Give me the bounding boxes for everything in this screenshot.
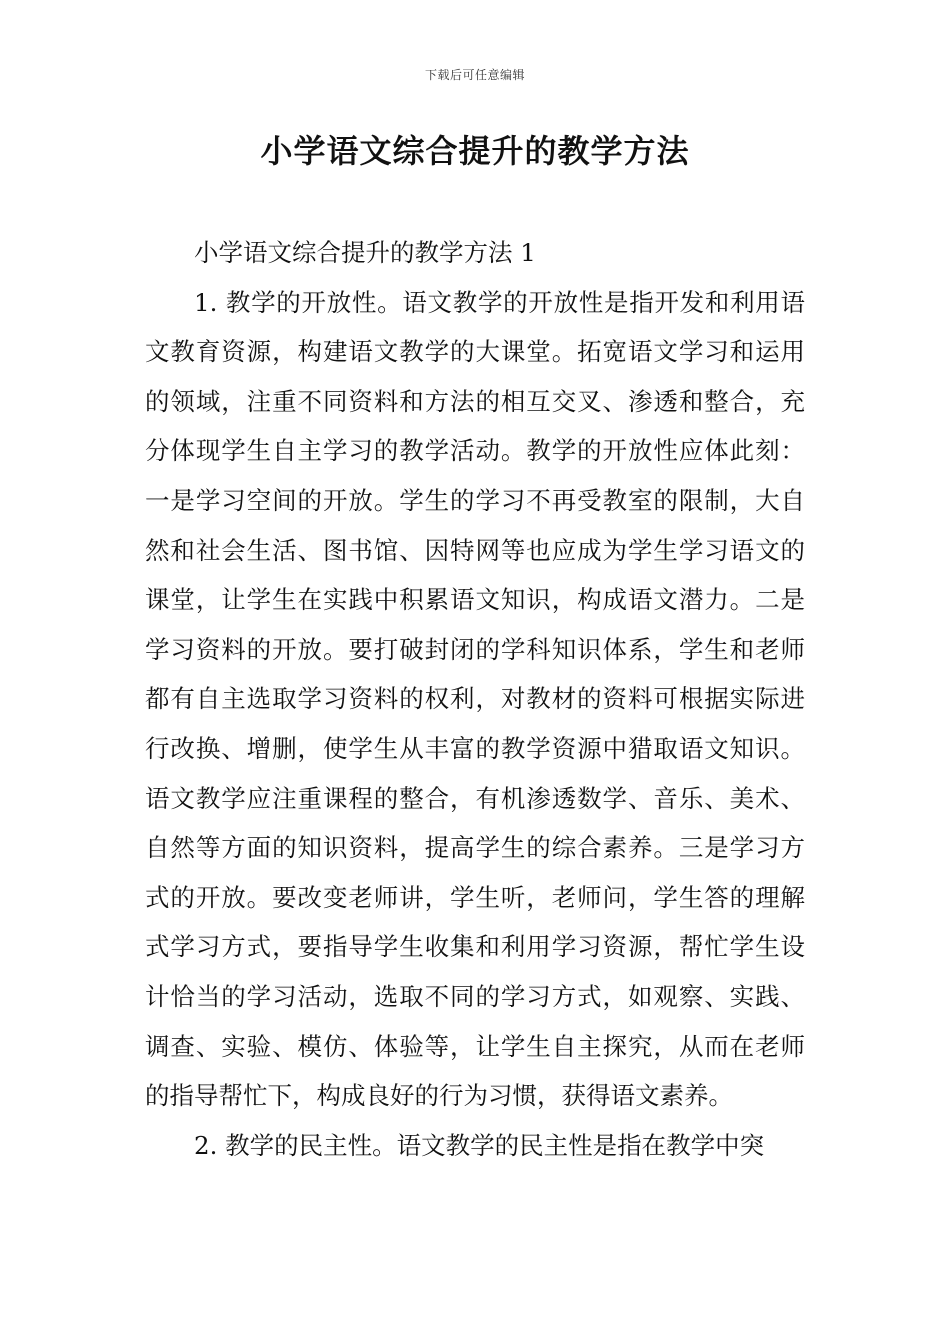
header-note: 下载后可任意编辑 xyxy=(424,68,525,82)
document-body xyxy=(145,228,805,1170)
paragraph-1: 1. 教学的开放性。语文教学的开放性是指开发和利用语文教育资源，构建语文教学的大课堂。拓宽语文学习和运用的领域，注重不同资料和方法的相互交叉、渗透和整合，充分体现学生自主学习的教学活动。教学的开放性应体此刻：一是学习空间的开放。学生的学习不再受教室的限制，大自然和社会生活、图书馆、因特网等也应成为学生学习语文的课堂，让学生在实践中积累语文知识，构成语文潜力。二是学习资料的开放。要打破封闭的学科知识体系，学生和老师都有自主选取学习资料的权利，对教材的资料可根据实际进行改换、增删，使学生从丰富的教学资源中猎取语文知识。语文教学应注重课程的整合，有机渗透数学、音乐、美术、自然等方面的知识资料，提高学生的综合素养。三是学习方式的开放。要改变老师讲，学生听，老师问，学生答的理解式学习方式，要指导学生收集和利用学习资源，帮忙学生设计恰当的学习活动，选取不同的学习方式，如观察、实践、调查、实验、模仿、体验等，让学生自主探究，从而在老师的指导帮忙下，构成良好的行为习惯，获得语文素养。 xyxy=(145,287,805,1111)
paragraph-2: 2. 教学的民主性。语文教学的民主性是指在教学中突 xyxy=(194,1130,765,1160)
section-subtitle: 小学语文综合提升的教学方法 1 xyxy=(194,238,536,267)
document-title: 小学语文综合提升的教学方法 xyxy=(260,132,690,170)
